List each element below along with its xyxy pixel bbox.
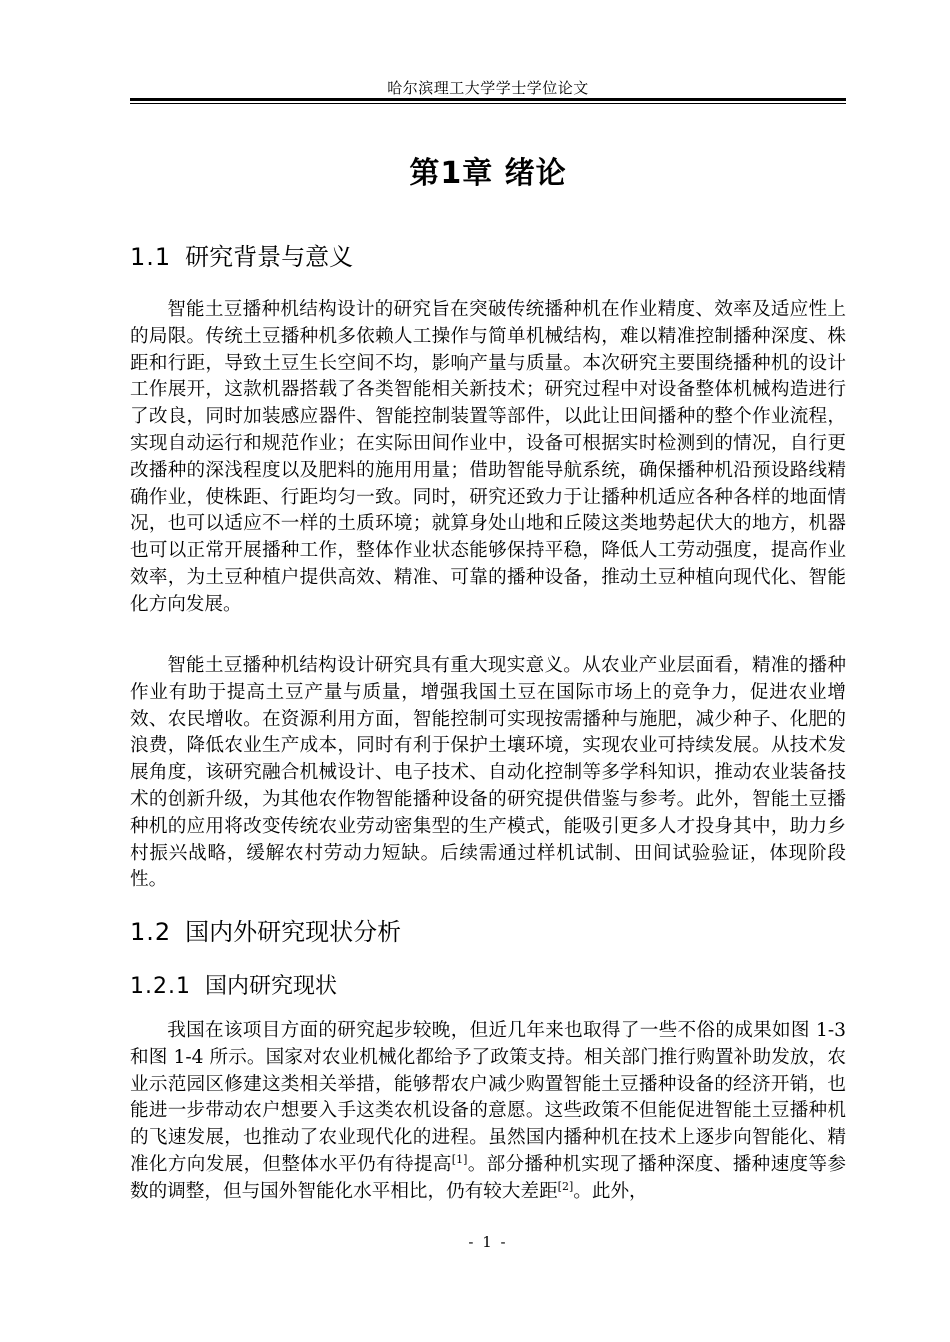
section-heading-1-2 [130, 915, 846, 949]
section-title: 国内外研究现状分析 [185, 918, 402, 946]
paragraph-text: 我国在该项目方面的研究起步较晚，但近几年来也取得了一些不俗的成果如图 1-3 和图 1-4 所示。国家对农业机械化都给予了政策支持。相关部门推行购置补助发放，农业示范园区修建这类相关举措，能够帮农户减少购置智能土豆播种设备的经济开销，也能进一步带动农户想要入手这类农机设备的意愿。这些政策不但能促进智能土豆播种机的飞速发展，也推动了农业现代化的进程。虽然国内播种机在技术上逐步向智能化、精准化方向发展，但整体水平仍有待提高 [130, 1020, 846, 1175]
subsection-title: 国内研究现状 [204, 974, 337, 999]
page-number: - 1 - [468, 1233, 508, 1251]
citation-ref-2[interactable]: [2] [557, 1179, 574, 1193]
subsection-heading-1-2-1 [130, 970, 846, 1004]
subsection-number: 1.2.1 [130, 974, 191, 999]
body-paragraph-2: 智能土豆播种机结构设计研究具有重大现实意义。从农业产业层面看，精准的播种作业有助于提高土豆产量与质量，增强我国土豆在国际市场上的竞争力，促进农业增效、农民增收。在资源利用方面，智能控制可实现按需播种与施肥，减少种子、化肥的浪费，降低农业生产成本，同时有利于保护土壤环境，实现农业可持续发展。从技术发展角度，该研究融合机械设计、电子技术、自动化控制等多学科知识，推动农业装备技术的创新升级，为其他农作物智能播种设备的研究提供借鉴与参考。此外，智能土豆播种机的应用将改变传统农业劳动密集型的生产模式，能吸引更多人才投身其中，助力乡村振兴战略，缓解农村劳动力短缺。后续需通过样机试制、田间试验验证，体现阶段性。 [130, 655, 846, 891]
header-rule-thick [130, 98, 846, 101]
section-number: 1.1 [130, 243, 172, 271]
header-rule-thin [130, 103, 846, 104]
running-header: 哈尔滨理工大学学士学位论文 [387, 79, 589, 97]
section-title: 研究背景与意义 [185, 243, 354, 271]
citation-ref-1[interactable]: [1] [451, 1152, 468, 1166]
paragraph-text: 。此外， [573, 1180, 648, 1202]
body-paragraph-1: 智能土豆播种机结构设计的研究旨在突破传统播种机在作业精度、效率及适应性上的局限。传统土豆播种机多依赖人工操作与简单机械结构，难以精准控制播种深度、株距和行距，导致土豆生长空间不均，影响产量与质量。本次研究主要围绕播种机的设计工作展开，这款机器搭载了各类智能相关新技术；研究过程中对设备整体机械构造进行了改良，同时加装感应器件、智能控制装置等部件，以此让田间播种的整个作业流程，实现自动运行和规范作业；在实际田间作业中，设备可根据实时检测到的情况，自行更改播种的深浅程度以及肥料的施用用量；借助智能导航系统，确保播种机沿预设路线精确作业，使株距、行距均匀一致。同时，研究还致力于让播种机适应各种各样的地面情况，也可以适应不一样的土质环境；就算身处山地和丘陵这类地势起伏大的地方，机器也可以正常开展播种工作，整体作业状态能够保持平稳，降低人工劳动强度，提高作业效率，为土豆种植户提供高效、精准、可靠的播种设备，推动土豆种植向现代化、智能化方向发展。 [130, 299, 846, 615]
body-paragraph-3 [130, 1018, 846, 1206]
section-number: 1.2 [130, 918, 172, 946]
section-heading-1-1 [130, 240, 846, 274]
chapter-title: 第1章 绪论 [409, 156, 567, 191]
paragraph-text: 。部分播种机实现了播种深度、播种速度等参数的调整，但与国外智能化水平相比，仍有较大差距 [130, 1153, 846, 1202]
